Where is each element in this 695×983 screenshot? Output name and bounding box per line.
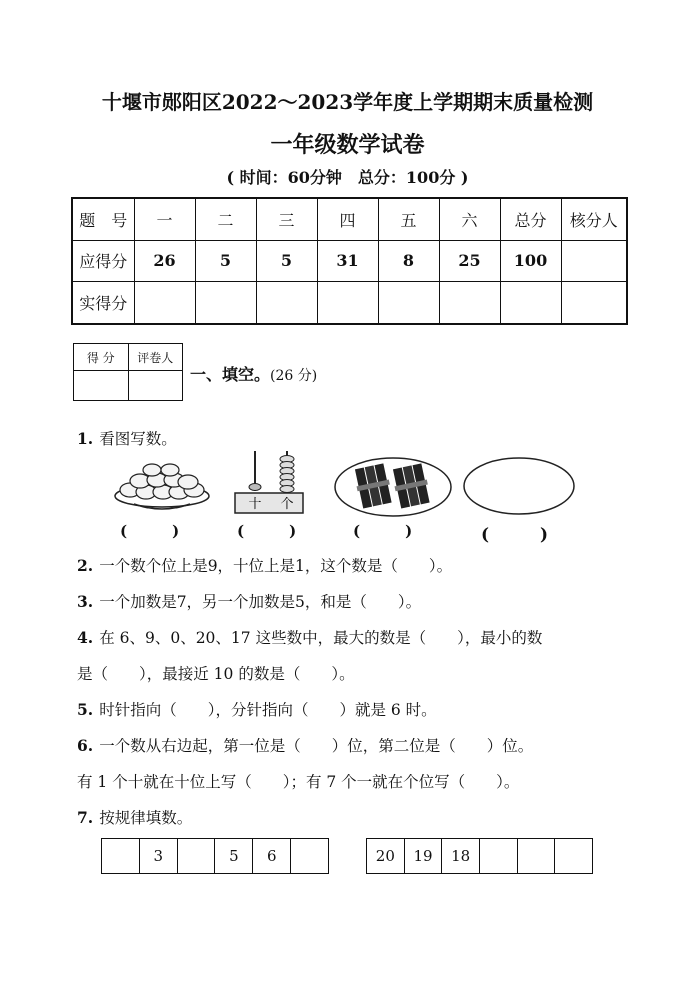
should-score-label: 应得分 — [72, 240, 134, 281]
actual-score-cell[interactable] — [500, 282, 561, 324]
abacus-ones-label: 个 — [280, 497, 294, 512]
actual-score-cell[interactable] — [439, 282, 500, 324]
should-score-cell: 8 — [378, 240, 439, 281]
stick-bundles-icon — [333, 456, 453, 518]
egg-bowl-icon — [112, 462, 212, 514]
question-number: 5. — [77, 700, 94, 719]
sequence-cell[interactable] — [555, 839, 593, 874]
score-header-cell: 五 — [378, 198, 439, 240]
score-header-cell: 四 — [317, 198, 378, 240]
should-score-cell: 26 — [134, 240, 195, 281]
question-text: 一个加数是7，另一个加数是5，和是（ ）。 — [99, 593, 422, 611]
sequence-cell: 3 — [139, 839, 177, 874]
actual-score-cell[interactable] — [134, 282, 195, 324]
score-header-cell: 六 — [439, 198, 500, 240]
question-text: 按规律填数。 — [99, 809, 193, 827]
number-sequence-1 — [101, 838, 329, 874]
score-header-cell: 核分人 — [561, 198, 627, 240]
question-number: 4. — [77, 628, 94, 647]
sequence-cell: 18 — [442, 839, 480, 874]
should-score-cell: 31 — [317, 240, 378, 281]
section-1-title: 一、填空。 — [190, 365, 271, 384]
question-6 — [77, 734, 533, 756]
abacus-tens-label: 十 — [248, 497, 262, 512]
exam-meta: ( 时间：60分钟 总分：100分 ) — [226, 168, 469, 187]
score-header-row — [72, 198, 627, 240]
question-5 — [77, 698, 437, 720]
question-3 — [77, 590, 421, 612]
actual-score-cell[interactable] — [195, 282, 256, 324]
question-text: 时针指向（ ），分针指向（ ）就是 6 时。 — [99, 701, 437, 719]
sequence-cell[interactable] — [517, 839, 555, 874]
sequence-cell[interactable] — [102, 839, 140, 874]
actual-score-label: 实得分 — [72, 282, 134, 324]
should-score-cell: 100 — [500, 240, 561, 281]
question-text: 一个数从右边起，第一位是（ ）位，第二位是（ ）位。 — [99, 737, 534, 755]
question-text: 看图写数。 — [99, 430, 177, 448]
question-4 — [77, 626, 542, 648]
score-table — [71, 197, 628, 325]
score-header-cell: 题 号 — [72, 198, 134, 240]
actual-score-cell[interactable] — [317, 282, 378, 324]
sequence-cell[interactable] — [291, 839, 329, 874]
sequence-cell: 5 — [215, 839, 253, 874]
question-1 — [77, 427, 177, 449]
sequence-cell[interactable] — [177, 839, 215, 874]
grader-score-cell[interactable] — [74, 371, 129, 401]
question-6-continued: 有 1 个十就在十位上写（ ）；有 7 个一就在个位写（ ）。 — [77, 773, 520, 791]
should-score-cell: 5 — [195, 240, 256, 281]
should-score-cell — [561, 240, 627, 281]
score-header-cell: 三 — [256, 198, 317, 240]
section-1-heading — [190, 362, 317, 385]
question-number: 6. — [77, 736, 94, 755]
question-7 — [77, 806, 192, 828]
question-2 — [77, 554, 452, 576]
should-score-row — [72, 240, 627, 281]
grader-reviewer-cell[interactable] — [128, 371, 183, 401]
question-number: 3. — [77, 592, 94, 611]
sequence-cell[interactable] — [479, 839, 517, 874]
section-1-points: (26 分) — [270, 368, 318, 384]
sequence-cell: 6 — [253, 839, 291, 874]
abacus-icon — [232, 447, 306, 515]
empty-oval — [462, 456, 577, 516]
question-number: 2. — [77, 556, 94, 575]
actual-score-cell[interactable] — [561, 282, 627, 324]
question-number: 7. — [77, 808, 94, 827]
answer-blank[interactable]: ( ) — [120, 522, 180, 540]
exam-subtitle: 一年级数学试卷 — [270, 132, 425, 158]
exam-title: 十堰市郧阳区2022～2023学年度上学期期末质量检测 — [101, 90, 594, 114]
should-score-cell: 25 — [439, 240, 500, 281]
sequence-cell: 20 — [367, 839, 405, 874]
actual-score-cell[interactable] — [256, 282, 317, 324]
actual-score-cell[interactable] — [378, 282, 439, 324]
question-text: 一个数个位上是9，十位上是1，这个数是（ ）。 — [99, 557, 453, 575]
grader-score-label: 得 分 — [74, 344, 129, 371]
answer-blank[interactable]: ( ) — [237, 522, 297, 540]
grader-box — [73, 343, 183, 401]
sequence-cell: 19 — [404, 839, 442, 874]
question-number: 1. — [77, 429, 94, 448]
answer-blank[interactable]: ( ) — [353, 522, 413, 540]
should-score-cell: 5 — [256, 240, 317, 281]
question-text: 在 6、9、0、20、17 这些数中，最大的数是（ ），最小的数 — [99, 629, 543, 647]
question-4-continued: 是（ ），最接近 10 的数是（ ）。 — [77, 665, 355, 683]
score-header-cell: 总分 — [500, 198, 561, 240]
answer-blank[interactable]: ( ) — [481, 525, 549, 545]
grader-reviewer-label: 评卷人 — [128, 344, 183, 371]
score-header-cell: 二 — [195, 198, 256, 240]
actual-score-row — [72, 282, 627, 324]
number-sequence-2 — [366, 838, 593, 874]
score-header-cell: 一 — [134, 198, 195, 240]
